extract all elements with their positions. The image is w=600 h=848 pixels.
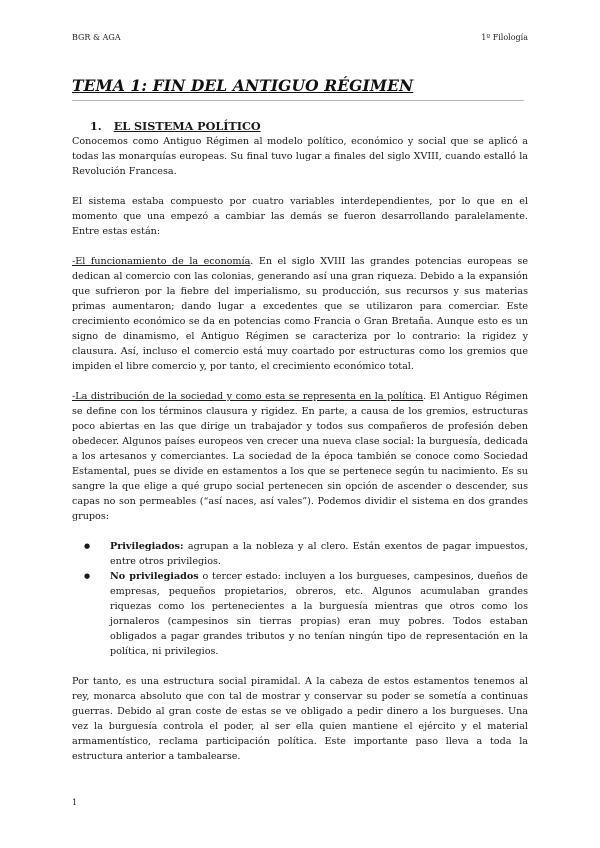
section-number: 1. bbox=[90, 119, 102, 133]
economy-text: . En el siglo XVIII las grandes potencias europeas se dedican al comercio con las colonias, generando así una gran riqueza. Debido a la expansión que sufrieron por la fiebre del imperialismo, su producción, sus recursos y sus materias primas aumentaron; dando lugar a excedentes que se utilizaron para comerciar. Este crecimiento económico se da en potencias como Francia o Gran Bretaña. Aunque esto es un signo de dinamismo, el Antiguo Régimen se caracteriza por lo contrario: la rigidez y clausura. Así, incluso el comercio está muy coartado por estructuras como los gremios que impiden el libre comercio y, por tanto, el crecimiento económico total. bbox=[72, 256, 528, 372]
list-item bbox=[110, 539, 528, 569]
paragraph-economy bbox=[72, 254, 528, 374]
paragraph-society bbox=[72, 389, 528, 524]
list-item-text: o tercer estado: incluyen a los burgueses, campesinos, dueños de empresas, pequeños propietarios, obreros, etc. Algunos acumulaban grandes riquezas como los pertenecientes a la burguesía mientras que otros como los jornaleros (campesinos sin tierras propias) eran muy pobres. Todos estaban obligados a pagar grandes tributos y no tenían ningún tipo de representación en la política, ni privilegios. bbox=[110, 571, 528, 657]
list-item-text: agrupan a la nobleza y al clero. Están exentos de pagar impuestos, entre otros privilegios. bbox=[110, 541, 528, 567]
page-number: 1 bbox=[72, 798, 78, 807]
paragraph-conclusion: Por tanto, es una estructura social piramidal. A la cabeza de estos estamentos tenemos al rey, monarca absoluto que con tal de mostrar y conservar su poder se sometía a continuas guerras. Debido al gran coste de estas se ve obligado a pedir dinero a los burgueses. Una vez la burguesía controla el poder, al ser ella quien mantiene el ejército y el material armamentístico, reclama participación política. Este importante paso lleva a toda la estructura anterior a tambalearse. bbox=[72, 676, 528, 762]
title-divider bbox=[72, 100, 524, 101]
header-course: 1º Filología bbox=[481, 33, 528, 42]
document-body bbox=[72, 134, 528, 764]
society-heading: -La distribución de la sociedad y como esta se representa en la política bbox=[72, 391, 424, 402]
page-title: TEMA 1: FIN DEL ANTIGUO RÉGIMEN bbox=[72, 76, 414, 95]
section-title: EL SISTEMA POLÍTICO bbox=[113, 119, 261, 133]
header-authors: BGR & AGA bbox=[72, 33, 121, 42]
list-item-term: No privilegiados bbox=[110, 571, 199, 582]
economy-heading: -El funcionamiento de la economía bbox=[72, 256, 251, 267]
list-item bbox=[110, 569, 528, 659]
estates-list bbox=[72, 539, 528, 659]
paragraph-intro: Conocemos como Antiguo Régimen al modelo político, económico y social que se aplicó a todas las monarquías europeas. Su final tuvo lugar a finales del siglo XVIII, cuando estalló la Revolución Francesa. bbox=[72, 136, 528, 177]
paragraph-variables: El sistema estaba compuesto por cuatro variables interdependientes, por lo que en el momento que una empezó a cambiar las demás se fueron desarrollando paralelamente. Entre estas están: bbox=[72, 196, 528, 237]
society-text: . El Antiguo Régimen se define con los términos clausura y rigidez. En parte, a causa de los gremios, estructuras poco abiertas en las que dirige un trabajador y todos sus compañeros de profesión deben obedecer. Algunos países europeos ven crecer una nueva clase social: la burguesía, dedicada a los artesanos y comerciantes. La sociedad de la época también se conoce como Sociedad Estamental, pues se divide en estamentos a los que se pertenece según tu nacimiento. Es su sangre la que elige a qué grupo social pertenecen sin opción de ascender o descender, sus capas no son permeables (“así naces, así vales”). Podemos dividir el sistema en dos grandes grupos: bbox=[72, 391, 529, 522]
section-heading bbox=[90, 119, 261, 133]
list-item-term: Privilegiados: bbox=[110, 541, 184, 552]
